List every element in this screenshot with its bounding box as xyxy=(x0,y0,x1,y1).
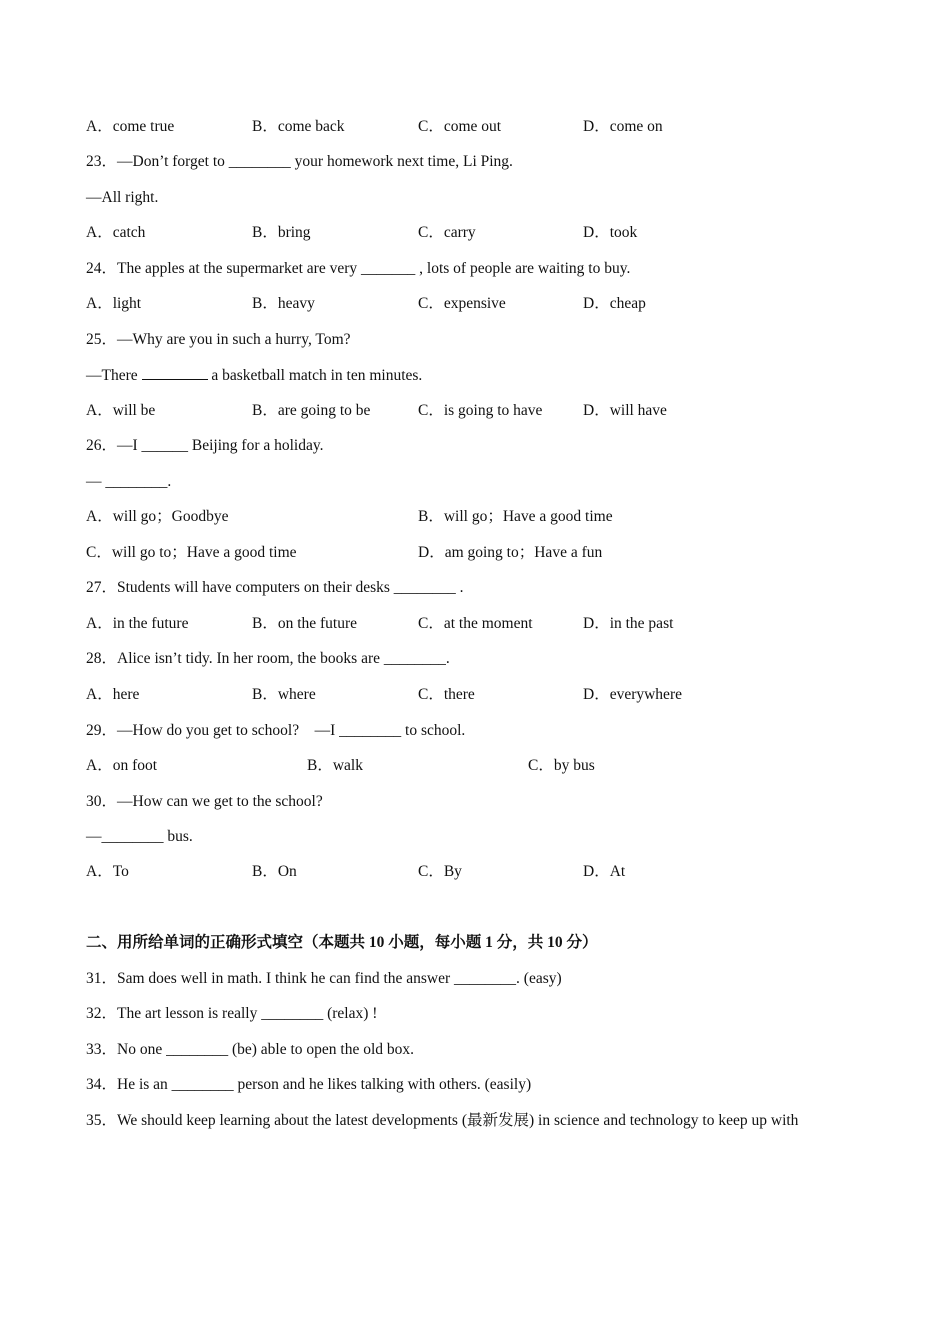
q23-option-c: C．carry xyxy=(418,224,476,241)
q25-reply xyxy=(86,365,422,386)
q22-option-c: C．come out xyxy=(418,118,502,135)
q24-option-a: A．light xyxy=(86,295,142,312)
q28-option-c: C．there xyxy=(418,686,475,703)
q30-option-a: A．To xyxy=(86,863,129,880)
q25-option-b: B．are going to be xyxy=(252,402,371,419)
q28-option-d: D．everywhere xyxy=(583,686,682,703)
q26-reply: — ________. xyxy=(86,473,172,490)
q23-reply: —All right. xyxy=(86,189,159,206)
q25-blank xyxy=(142,365,208,380)
q23-option-b: B．bring xyxy=(252,224,311,241)
q22-option-d: D．come on xyxy=(583,118,663,135)
q24-option-b: B．heavy xyxy=(252,295,315,312)
q22-option-a: A．come true xyxy=(86,118,175,135)
q25-option-c: C．is going to have xyxy=(418,402,543,419)
q33: 33．No one ________ (be) able to open the old box. xyxy=(86,1041,415,1058)
q27-option-a: A．in the future xyxy=(86,615,189,632)
q32: 32．The art lesson is really ________ (relax) ! xyxy=(86,1005,378,1022)
q23-option-a: A．catch xyxy=(86,224,146,241)
q25-reply-end: a basketball match in ten minutes. xyxy=(207,367,423,384)
q25-option-a: A．will be xyxy=(86,402,156,419)
q23-stem: 23．—Don’t forget to ________ your homework next time, Li Ping. xyxy=(86,153,513,170)
q28-option-a: A．here xyxy=(86,686,140,703)
q34: 34．He is an ________ person and he likes talking with others. (easily) xyxy=(86,1076,532,1093)
q25-reply-start: —There xyxy=(86,367,142,384)
q30-option-b: B．On xyxy=(252,863,297,880)
q30-reply: —________ bus. xyxy=(86,828,193,845)
q26-stem: 26．—I ______ Beijing for a holiday. xyxy=(86,437,324,454)
q25-stem: 25．—Why are you in such a hurry, Tom? xyxy=(86,331,351,348)
q25-option-d: D．will have xyxy=(583,402,667,419)
q27-stem: 27．Students will have computers on their desks ________ . xyxy=(86,579,464,596)
q24-option-c: C．expensive xyxy=(418,295,506,312)
q26-option-a: A．will go；Goodbye xyxy=(86,508,229,525)
q30-option-d: D．At xyxy=(583,863,626,880)
q30-stem: 30．—How can we get to the school? xyxy=(86,793,323,810)
q24-stem: 24．The apples at the supermarket are very _______ , lots of people are waiting to buy. xyxy=(86,260,631,277)
q29-option-c: C．by bus xyxy=(528,757,595,774)
q27-option-b: B．on the future xyxy=(252,615,358,632)
q29-stem: 29．—How do you get to school? —I ________ to school. xyxy=(86,722,466,739)
q28-stem: 28．Alice isn’t tidy. In her room, the books are ________. xyxy=(86,650,450,667)
q27-option-d: D．in the past xyxy=(583,615,674,632)
q26-option-d: D．am going to；Have a fun xyxy=(418,544,603,561)
q29-option-a: A．on foot xyxy=(86,757,158,774)
q24-option-d: D．cheap xyxy=(583,295,646,312)
q31: 31．Sam does well in math. I think he can find the answer ________. (easy) xyxy=(86,970,562,987)
q28-option-b: B．where xyxy=(252,686,316,703)
q26-option-b: B．will go；Have a good time xyxy=(418,508,613,525)
q30-option-c: C．By xyxy=(418,863,462,880)
q23-option-d: D．took xyxy=(583,224,638,241)
q26-option-c: C．will go to；Have a good time xyxy=(86,544,297,561)
q22-option-b: B．come back xyxy=(252,118,345,135)
q29-option-b: B．walk xyxy=(307,757,363,774)
section-2-heading: 二、用所给单词的正确形式填空（本题共 10 小题，每小题 1 分，共 10 分） xyxy=(86,934,598,951)
q27-option-c: C．at the moment xyxy=(418,615,533,632)
q35: 35．We should keep learning about the latest developments (最新发展) in science and technology to keep up with xyxy=(86,1112,799,1129)
